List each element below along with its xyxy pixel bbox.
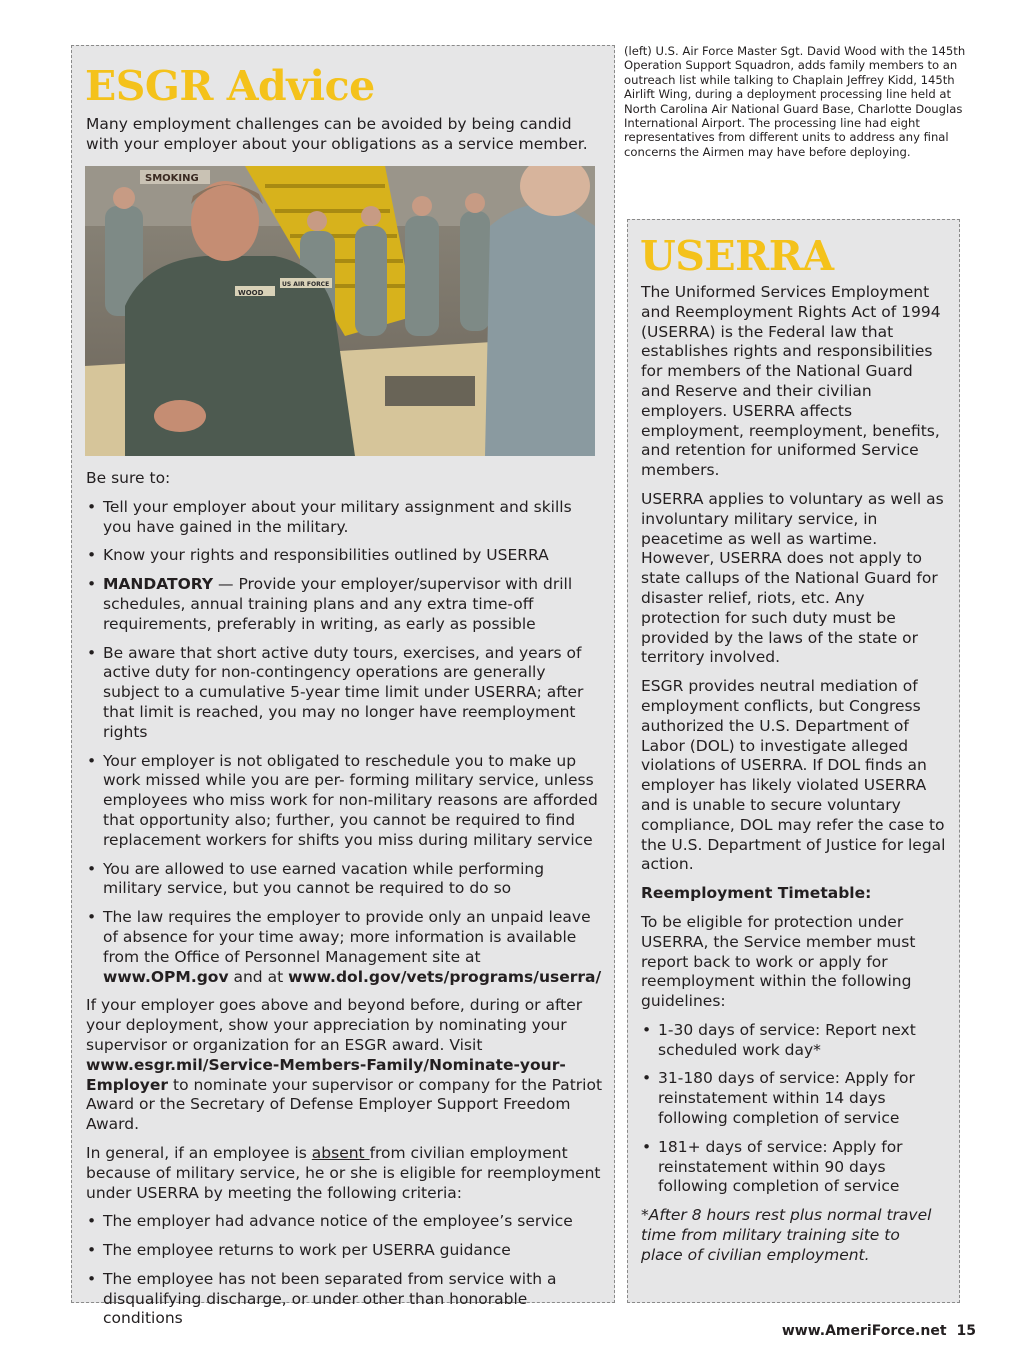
mandatory-label: MANDATORY [103, 575, 214, 594]
nomination-text-2: to nominate your supervisor or company for the Patriot Award or the Secretary of Defense Employer Support Freedom Award. [86, 1075, 603, 1134]
timetable-footnote: *After 8 hours rest plus normal travel time from military training site to place of civilian employment. [641, 1206, 932, 1264]
list-item: • 181+ days of service: Apply for reinstatement within 90 days following completion of service [641, 1138, 946, 1197]
list-item: • The employee returns to work per USERRA guidance [86, 1241, 604, 1261]
list-item: • Know your rights and responsibilities outlined by USERRA [86, 546, 604, 566]
list-item: • Your employer is not obligated to reschedule you to make up work missed while you are per- forming military service, unless employees who miss work for non-military reasons are afforded that opportunity also; further, you cannot be required to find replacement workers for shifts you miss during military service [86, 752, 604, 851]
eligibility-text-2: from civilian employment because of military service, he or she is eligible for reemployment under USERRA by meeting the following criteria: [86, 1143, 601, 1202]
deployment-processing-photo [85, 166, 595, 456]
userra-box [627, 219, 960, 1303]
list-item [86, 908, 604, 987]
mandatory-text: — Provide your employer/supervisor with drill schedules, annual training plans and any extra time-off requirements, preferably in writing, as early as possible [103, 575, 573, 633]
list-item: • The employee has not been separated from service with a disqualifying discharge, or under other than honorable conditions [86, 1270, 604, 1329]
advice-list [86, 498, 604, 988]
eligibility-paragraph [86, 1144, 604, 1203]
page-number: 15 [956, 1323, 976, 1339]
photo-caption: (left) U.S. Air Force Master Sgt. David Wood with the 145th Operation Support Squadron, adds family members to an outreach list while talking to Chaplain Jeffrey Kidd, 145th Airlift Wing, during a deployment processing line held at North Carolina Air National Guard Base, Charlotte Douglas International Airport. The processing line had eight representatives from different units to address any final concerns the Airmen may have before deploying. [624, 44, 966, 159]
esgr-body [86, 469, 604, 1338]
list-item: • 1-30 days of service: Report next scheduled work day* [641, 1021, 946, 1061]
opm-link[interactable]: www.OPM.gov [103, 967, 229, 986]
userra-paragraph: USERRA applies to voluntary as well as involuntary military service, in peacetime as well as wartime. However, USERRA does not apply to state callups of the National Guard for disaster relief, riots, etc. Any protection for such duty must be provided by the laws of the state or territory involved. [641, 489, 944, 667]
absent-underlined: absent [311, 1143, 370, 1162]
unpaid-leave-text: The law requires the employer to provide only an unpaid leave of absence for your time away; more information is available from the Office of Personnel Management site at [103, 908, 591, 966]
be-sure-label: Be sure to: [86, 469, 171, 487]
list-item: • You are allowed to use earned vacation while performing military service, but you cannot be required to do so [86, 860, 604, 900]
nomination-paragraph [86, 996, 604, 1135]
list-item: • 31-180 days of service: Apply for reinstatement within 14 days following completion of service [641, 1069, 946, 1128]
list-item: • Tell your employer about your military assignment and skills you have gained in the military. [86, 498, 604, 538]
userra-paragraph: The Uniformed Services Employment and Reemployment Rights Act of 1994 (USERRA) is the Federal law that establishes rights and responsibilities for members of the National Guard and Reserve and their civilian employers. USERRA affects employment, reemployment, benefits, and retention for uniformed Service members. [641, 283, 941, 480]
criteria-list [86, 1212, 604, 1329]
userra-paragraph: To be eligible for protection under USERRA, the Service member must report back to work or apply for reemployment within the following guidelines: [641, 912, 916, 1011]
list-item: • Be aware that short active duty tours, exercises, and years of active duty for non-contingency operations are generally subject to a cumulative 5-year time limit under USERRA; after that limit is reached, you may no longer have reemployment rights [86, 644, 604, 743]
esgr-advice-box [71, 45, 615, 1328]
esgr-intro: Many employment challenges can be avoided by being candid with your employer about your obligations as a service member. [86, 115, 588, 153]
smoking-sign: SMOKING [145, 173, 199, 184]
userra-title: USERRA [640, 232, 834, 280]
site-url[interactable]: www.AmeriForce.net [781, 1323, 947, 1339]
esgr-advice-title: ESGR Advice [85, 62, 375, 110]
nomination-text: If your employer goes above and beyond before, during or after your deployment, show your appreciation by nominating your supervisor or organization for an ESGR award. Visit [86, 996, 583, 1054]
list-item [86, 575, 604, 634]
timetable-list [641, 1021, 946, 1197]
dol-link[interactable]: www.dol.gov/vets/programs/userra/ [288, 967, 602, 986]
unpaid-leave-mid: and at [228, 967, 289, 986]
userra-body [641, 283, 946, 1275]
esgr-nominate-link[interactable]: www.esgr.mil/Service-Members-Family/Nominate-your-Employer [86, 1055, 566, 1094]
uniform-tape: US AIR FORCE [282, 281, 330, 288]
timetable-heading: Reemployment Timetable: [641, 884, 872, 903]
name-tape: WOOD [238, 289, 264, 297]
eligibility-text: In general, if an employee is [86, 1143, 312, 1162]
list-item: • The employer had advance notice of the employee’s service [86, 1212, 604, 1232]
userra-paragraph: ESGR provides neutral mediation of employment conflicts, but Congress authorized the U.S. Department of Labor (DOL) to investigate alleged violations of USERRA. If DOL finds an employer has likely violated USERRA and is unable to secure voluntary compliance, DOL may refer the case to the U.S. Department of Justice for legal action. [641, 677, 946, 874]
page-footer [782, 1323, 976, 1339]
